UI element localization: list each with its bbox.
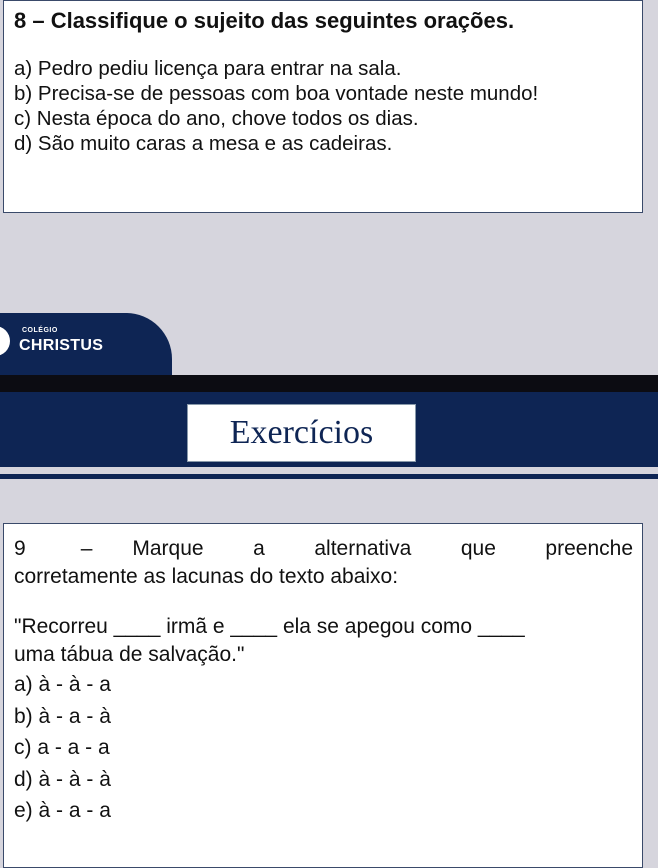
- question-9-prompt-text: Marque a alternativa que preenche: [132, 537, 633, 560]
- question-9-option-b: b) à - a - à: [14, 704, 111, 728]
- logo-name: CHRISTUS: [19, 337, 104, 354]
- logo-mark-icon: [0, 326, 10, 356]
- question-9-box: [3, 523, 643, 868]
- question-9-prompt-line-2: corretamente as lacunas do texto abaixo:: [14, 565, 399, 588]
- question-8-option-b: b) Precisa-se de pessoas com boa vontade neste mundo!: [14, 82, 539, 105]
- question-9-prompt-line-1: [14, 535, 633, 563]
- question-8-title: 8 – Classifique o sujeito das seguintes orações.: [14, 8, 515, 33]
- question-9-dash: –: [80, 537, 93, 560]
- question-9-option-e: e) à - a - a: [14, 799, 111, 822]
- logo-subtitle: COLÉGIO: [22, 327, 58, 334]
- question-8-option-d: d) São muito caras a mesa e as cadeiras.: [14, 132, 393, 155]
- header-stripe: [0, 474, 658, 479]
- question-9-number: 9: [14, 537, 26, 560]
- question-9-option-d: d) à - à - à: [14, 767, 111, 791]
- question-9-option-a: a) à - à - a: [14, 673, 111, 696]
- header-black-band: [0, 375, 658, 392]
- question-8-option-c: c) Nesta época do ano, chove todos os dias.: [14, 107, 419, 130]
- exercises-title: Exercícios: [229, 414, 374, 451]
- question-9-option-c: c) a - a - a: [14, 736, 110, 759]
- question-9-quote-line-1: "Recorreu ____ irmã e ____ ela se apegou como ____: [14, 615, 525, 638]
- school-logo-tab: [0, 313, 172, 375]
- question-8-box: [3, 0, 643, 213]
- question-9-quote-line-2: uma tábua de salvação.": [14, 643, 245, 666]
- question-8-option-a: a) Pedro pediu licença para entrar na sala.: [14, 57, 402, 80]
- exercises-title-box: [187, 404, 416, 462]
